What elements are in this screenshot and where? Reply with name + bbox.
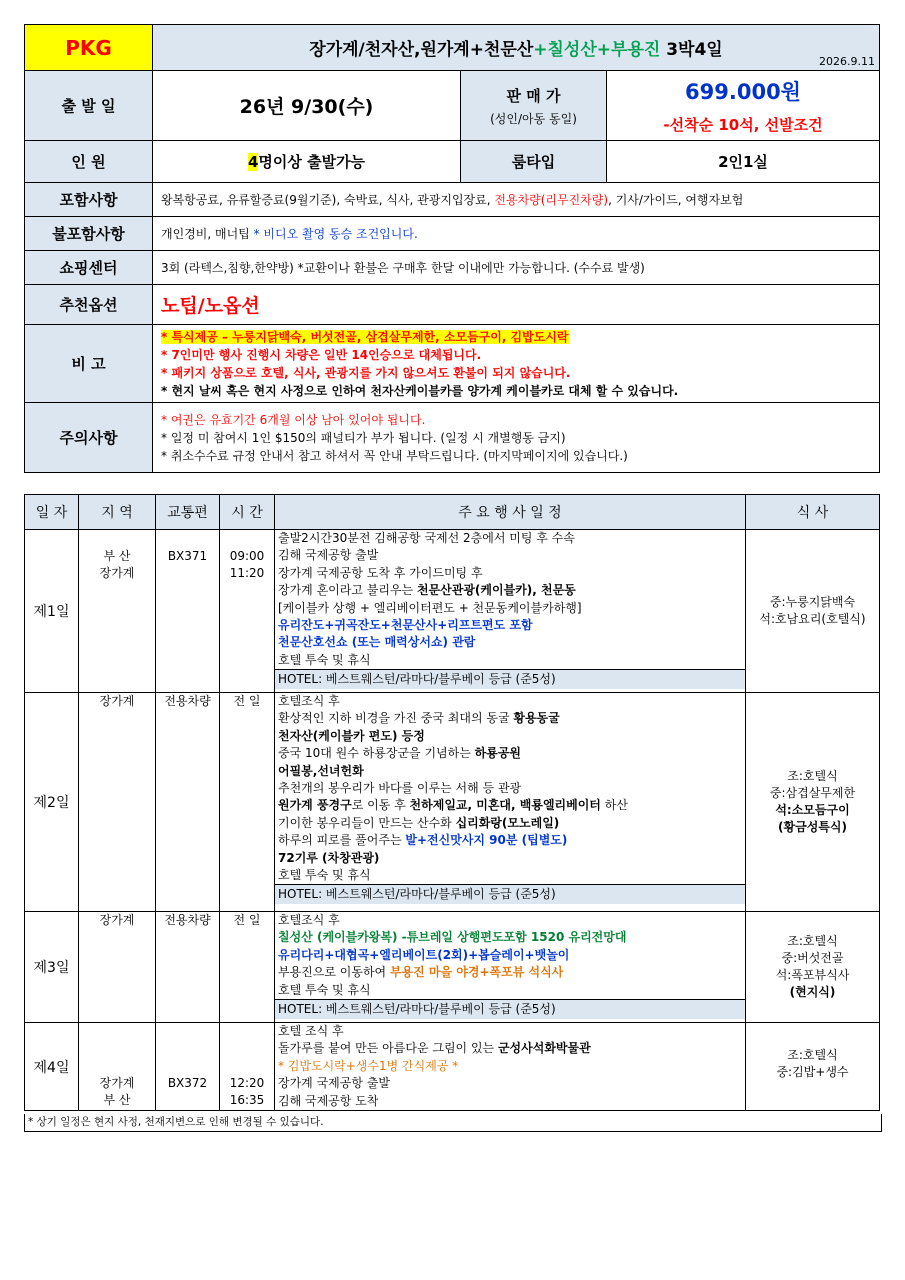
day4-line3: * 김밥도시락+생수1병 간식제공 * xyxy=(278,1058,459,1073)
day2-hotel: HOTEL: 베스트웨스턴/라마다/블루베이 등급 (준5성) xyxy=(275,884,746,904)
remark-2: * 7인미만 행사 진행시 차량은 일반 14인승으로 대체됩니다. xyxy=(161,347,482,362)
day4-flight: BX372 xyxy=(156,1023,220,1111)
day1-schedule xyxy=(275,530,746,693)
day2-line7a: 원가계 풍경구 xyxy=(278,798,352,813)
itinerary-header-row xyxy=(25,495,880,530)
exclude-a: 개인경비, 매너팁 xyxy=(161,227,254,241)
caution-3: * 취소수수료 규정 안내서 참고 하셔서 꼭 안내 부탁드립니다. (마지막페이지에 있습니다.) xyxy=(161,448,628,463)
header-schedule: 주 요 행 사 일 정 xyxy=(275,495,746,530)
day2-transport: 전용차량 xyxy=(156,693,220,912)
price-label-cell xyxy=(461,71,607,141)
pkg-badge: PKG xyxy=(25,25,153,71)
day2-line2 xyxy=(275,710,745,727)
day4-region2: 부 산 xyxy=(103,1093,131,1108)
day2-line8 xyxy=(275,815,745,832)
remark-3: * 패키지 상품으로 호텔, 식사, 관광지를 가지 않으셔도 환불이 되지 않습니다. xyxy=(161,365,571,380)
day1-line1: 출발2시간30분전 김해공항 국제선 2층에서 미팅 후 수속 xyxy=(278,531,575,545)
day4-line5: 김해 국제공항 도착 xyxy=(278,1093,379,1108)
caution-1: * 여권은 유효기간 6개월 이상 남아 있어야 됩니다. xyxy=(161,412,426,427)
title-part2: 칠성산 xyxy=(547,40,597,60)
title-part1: 장가계/천자산,원가계+천문산 xyxy=(309,40,534,60)
day1-region2: 장가계 xyxy=(99,566,135,581)
include-value xyxy=(153,183,880,217)
day3-hotel: HOTEL: 베스트웨스턴/라마다/블루베이 등급 (준5성) xyxy=(275,999,746,1019)
day4-line2 xyxy=(275,1040,745,1057)
day3-row xyxy=(25,912,880,1023)
day2-line4a: 중국 10대 원수 하룡장군을 기념하는 xyxy=(278,746,475,761)
price-note: -선착순 10석, 선발조건 xyxy=(663,116,823,134)
day4-region xyxy=(79,1023,156,1111)
day2-line7b: 로 이동 후 xyxy=(351,798,410,813)
day1-region xyxy=(79,530,156,693)
day4-row xyxy=(25,1023,880,1111)
depart-value: 26년 9/30(수) xyxy=(153,71,461,141)
day3-meal2: 중:버섯전골 xyxy=(781,951,844,965)
day4-schedule xyxy=(275,1023,746,1111)
shop-value: 3회 (라텍스,침향,한약방) *교환이나 환불은 구매후 한달 이내에만 가능합니다. (수수료 발생) xyxy=(153,251,880,285)
day2-label: 제2일 xyxy=(25,693,79,912)
remark-4: * 현지 날씨 혹은 현지 사정으로 인하여 천자산케이블카를 양가계 케이블카로 대체 할 수 있습니다. xyxy=(161,383,679,398)
exclude-blue: * 비디오 촬영 동승 조건입니다. xyxy=(253,227,418,241)
option-label: 추천옵션 xyxy=(25,285,153,325)
day2-line7c: 천하제일교, 미혼대, 백룡엘리베이터 xyxy=(409,798,601,813)
day4-label: 제4일 xyxy=(25,1023,79,1111)
day2-line9b: 발+전신맛사지 90분 (팁별도) xyxy=(405,833,568,848)
day4-line4: 장가계 국제공항 출발 xyxy=(278,1076,390,1091)
itinerary-table xyxy=(24,494,880,1111)
price-label: 판 매 가 xyxy=(506,86,561,105)
day2-row xyxy=(25,693,880,912)
day3-label: 제3일 xyxy=(25,912,79,1023)
shop-label: 쇼핑센터 xyxy=(25,251,153,285)
day1-meal xyxy=(746,530,880,693)
day2-line8b: 십리화랑(모노레일) xyxy=(455,815,560,830)
day1-time2: 11:20 xyxy=(229,566,265,581)
remark-1-text: * 특식제공 – 누룽지닭백숙, 버섯전골, 삼겹살무제한, 소모듬구이, 김밥도시락 xyxy=(161,329,569,344)
title-part3: 부용진 xyxy=(611,40,661,60)
day4-meal1: 조:호텔식 xyxy=(787,1048,838,1062)
day1-line6: 유리잔도+귀곡잔도+천문산사+리프트편도 포함 xyxy=(278,618,533,633)
day2-line2b: 황용동굴 xyxy=(513,711,560,726)
day3-meal4: (현지식) xyxy=(789,985,836,999)
include-b: , 기사/가이드, 여행자보험 xyxy=(608,193,744,207)
include-red: 전용차량(리무진차량) xyxy=(494,193,609,207)
include-label: 포함사항 xyxy=(25,183,153,217)
remark-cell xyxy=(153,325,880,403)
day2-line1: 호텔조식 후 xyxy=(278,694,340,708)
day3-meal1: 조:호텔식 xyxy=(787,934,838,948)
price-sub: (성인/아동 동일) xyxy=(490,111,577,126)
remark-label: 비 고 xyxy=(25,325,153,403)
day3-line4b: 부용진 마을 야경+폭포뷰 석식사 xyxy=(389,965,564,980)
day2-line7d: 하산 xyxy=(600,798,628,813)
day3-line1: 호텔조식 후 xyxy=(278,913,340,927)
day4-region1: 장가계 xyxy=(99,1076,135,1090)
day1-line4a: 장가계 혼이라고 불리우는 xyxy=(278,583,417,598)
day3-line2: 칠성산 (케이블카왕복) -튜브레일 상행편도포함 1520 유리전망대 xyxy=(278,930,627,945)
header-time: 시 간 xyxy=(220,495,275,530)
day2-meal2: 중:삼겹살무제한 xyxy=(769,786,856,800)
caution-label: 주의사항 xyxy=(25,403,153,473)
day3-line3: 유리다리+대협곡+엘리베이트(2회)+봅슬레이+뱃놀이 xyxy=(278,947,570,962)
day3-region: 장가계 xyxy=(79,912,156,1023)
day2-line7 xyxy=(275,797,745,814)
day4-time xyxy=(220,1023,275,1111)
day3-line5: 호텔 투숙 및 휴식 xyxy=(278,982,371,997)
room-label: 룸타입 xyxy=(461,141,607,183)
day4-line2b: 군성사석화박물관 xyxy=(497,1041,591,1056)
day2-line9 xyxy=(275,832,745,849)
header-region: 지 역 xyxy=(79,495,156,530)
day1-flight: BX371 xyxy=(156,530,220,693)
day1-label: 제1일 xyxy=(25,530,79,693)
people-value: 명이상 출발가능 xyxy=(258,153,366,171)
day1-line3: 장가계 국제공항 도착 후 가이드미팅 후 xyxy=(278,565,483,580)
day2-time: 전 일 xyxy=(220,693,275,912)
day2-line2a: 환상적인 지하 비경을 가진 중국 최대의 동굴 xyxy=(278,711,514,726)
option-value: 노팁/노옵션 xyxy=(153,285,880,325)
day2-meal1: 조:호텔식 xyxy=(787,769,838,783)
page-title xyxy=(153,25,880,71)
day4-meal xyxy=(746,1023,880,1111)
day1-time xyxy=(220,530,275,693)
header-day: 일 자 xyxy=(25,495,79,530)
day3-meal xyxy=(746,912,880,1023)
day4-time1: 12:20 xyxy=(229,1076,265,1090)
people-label: 인 원 xyxy=(25,141,153,183)
day2-meal xyxy=(746,693,880,912)
day3-line4 xyxy=(275,964,745,981)
people-value-cell xyxy=(153,141,461,183)
exclude-value xyxy=(153,217,880,251)
document-date: 2026.9.11 xyxy=(819,55,875,68)
itinerary-footnote: * 상기 일정은 현지 사정, 천재지변으로 인해 변경될 수 있습니다. xyxy=(24,1114,882,1132)
day2-line10: 72기루 (차창관광) xyxy=(278,850,380,865)
day1-meal2: 석:호남요리(호텔식) xyxy=(759,612,866,626)
day3-schedule xyxy=(275,912,746,1023)
day1-line2: 김해 국제공항 출발 xyxy=(278,548,379,563)
include-a: 왕복항공료, 유류할증료(9월기준), 숙박료, 식사, 관광지입장료, xyxy=(161,193,495,207)
day1-meal1: 중:누룽지닭백숙 xyxy=(769,595,856,609)
day3-transport: 전용차량 xyxy=(156,912,220,1023)
caution-cell xyxy=(153,403,880,473)
day1-hotel: HOTEL: 베스트웨스턴/라마다/블루베이 등급 (준5성) xyxy=(275,669,746,689)
depart-label: 출 발 일 xyxy=(25,71,153,141)
day1-time1: 09:00 xyxy=(229,549,265,563)
day3-meal3: 석:폭포뷰식사 xyxy=(775,968,850,982)
day2-meal4: (황금성특식) xyxy=(778,820,847,834)
day4-meal2: 중:김밥+생수 xyxy=(776,1065,849,1079)
day2-line3: 천자산(케이블카 편도) 등정 xyxy=(278,728,425,743)
room-value: 2인1실 xyxy=(607,141,880,183)
day4-line1: 호텔 조식 후 xyxy=(278,1024,344,1038)
title-part4: 3박4일 xyxy=(660,40,723,60)
day3-line4a: 부용진으로 이동하여 xyxy=(278,965,390,980)
day2-line9a: 하루의 피로를 풀어주는 xyxy=(278,833,406,848)
price-value: 699.000원 xyxy=(685,80,801,104)
day1-line5: [케이블카 상행 + 엘리베이터편도 + 천문동케이블카하행] xyxy=(278,600,582,615)
day1-region1: 부 산 xyxy=(103,549,131,563)
day2-schedule xyxy=(275,693,746,912)
day1-row xyxy=(25,530,880,693)
info-table xyxy=(24,24,880,473)
day4-time2: 16:35 xyxy=(229,1093,265,1108)
day1-line4 xyxy=(275,582,745,599)
day2-line5: 어필봉,선녀헌화 xyxy=(278,763,364,778)
title-plus2: + xyxy=(596,40,612,60)
caution-2: * 일정 미 참여시 1인 $150의 패널티가 부가 됩니다. (일정 시 개별행동 금지) xyxy=(161,430,566,445)
day2-line8a: 기이한 봉우리들이 만드는 산수화 xyxy=(278,815,456,830)
day2-line6: 추천개의 봉우리가 바다를 이루는 서해 등 관광 xyxy=(278,781,522,796)
title-plus1: + xyxy=(533,40,548,60)
day2-line4b: 하룡공원 xyxy=(474,746,522,761)
price-cell xyxy=(607,71,880,141)
day2-region: 장가계 xyxy=(79,693,156,912)
people-highlight: 4 xyxy=(247,153,259,171)
header-transport: 교통편 xyxy=(156,495,220,530)
day2-line11: 호텔 투숙 및 휴식 xyxy=(278,868,371,883)
day1-line4b: 천문산관광(케이블카), 천문동 xyxy=(416,583,576,598)
remark-1 xyxy=(161,328,879,346)
header-meal: 식 사 xyxy=(746,495,880,530)
day1-line7: 천문산호선쇼 (또는 매력상서쇼) 관람 xyxy=(278,635,476,650)
exclude-label: 불포함사항 xyxy=(25,217,153,251)
day3-time: 전 일 xyxy=(220,912,275,1023)
day2-line4 xyxy=(275,745,745,762)
day4-line2a: 돌가루를 붙여 만든 아름다운 그림이 있는 xyxy=(278,1041,498,1056)
day1-line8: 호텔 투숙 및 휴식 xyxy=(278,652,371,667)
day2-meal3: 석:소모듬구이 xyxy=(775,803,850,817)
